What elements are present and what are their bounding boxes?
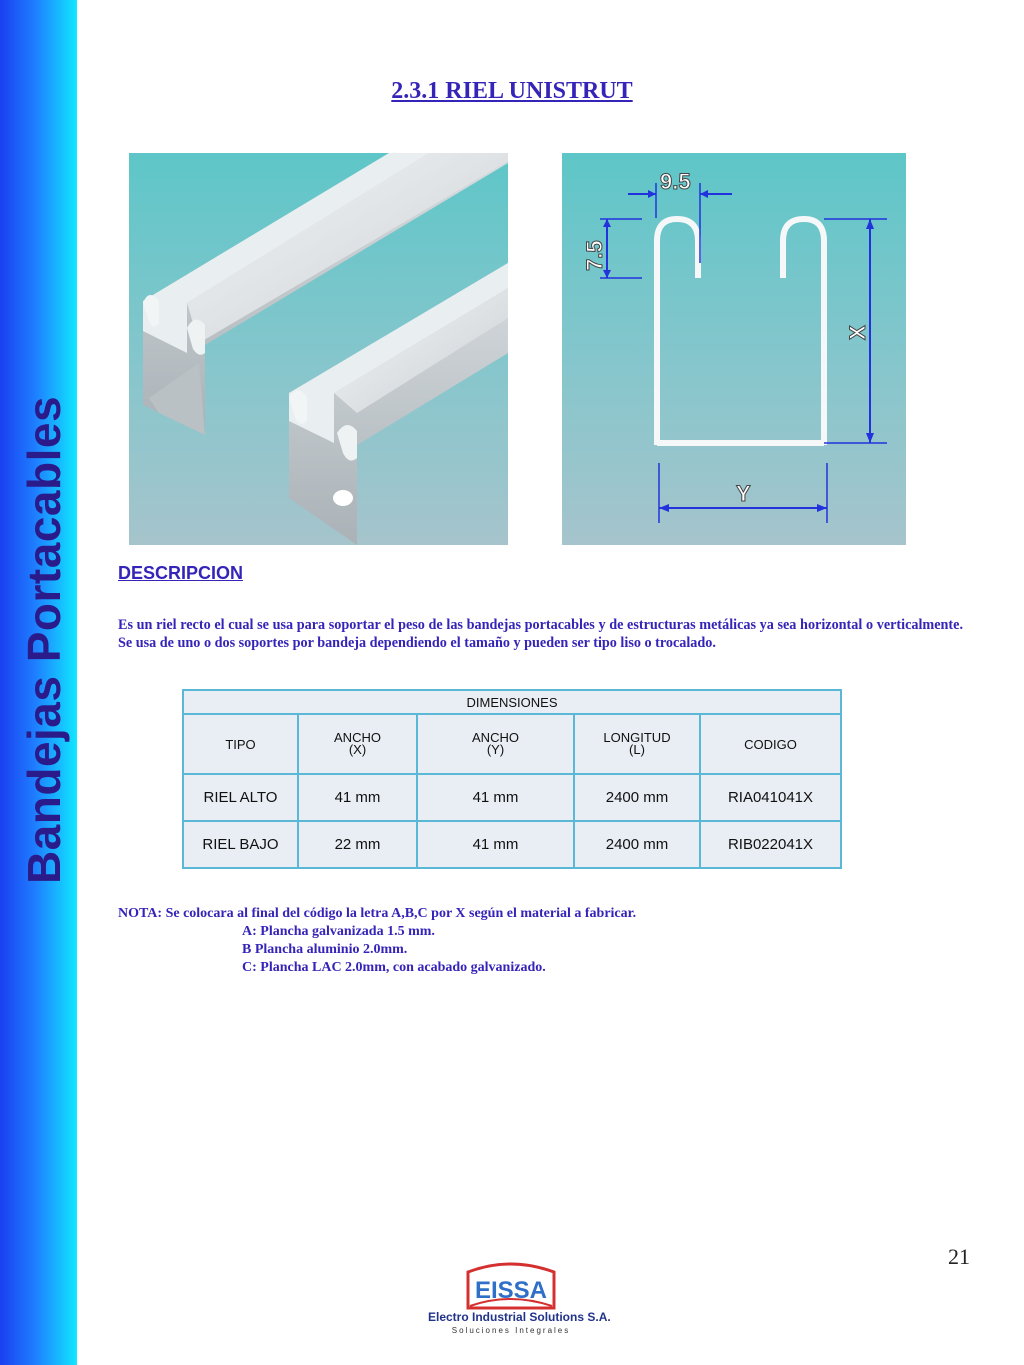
table-row [183,774,841,821]
sidebar-banner [0,0,77,1365]
description-paragraph: Es un riel recto el cual se usa para soportar el peso de las bandejas portacables y de estructuras metálicas ya sea horizontal o verticalmente. Se usa de uno o dos soportes por bandeja dependiendo el tamaño y pueden ser tipo liso o trocalado. [118,617,963,651]
sidebar-title: Bandejas Portacables [18,395,70,885]
dimensions-table [182,689,842,869]
cell-codigo: RIA041041X [700,774,841,821]
cell-ancho-y: 41 mm [417,821,574,868]
table-group-header: DIMENSIONES [183,690,841,714]
section-heading: DESCRIPCION [118,563,244,583]
page-title-text: 2.3.1 RIEL UNISTRUT [391,78,633,104]
cell-longitud: 2400 mm [574,774,700,821]
dimension-7-5-label: 7.5 [582,240,607,271]
cell-tipo: RIEL BAJO [183,821,298,868]
column-header-longitud-line2: (L) [629,741,645,757]
table-group-header-row [183,690,841,714]
cell-codigo: RIB022041X [700,821,841,868]
column-header-longitud [574,714,700,774]
cell-ancho-x: 41 mm [298,774,417,821]
column-header-ancho-x-line2: (X) [348,741,367,757]
table-row [183,821,841,868]
cell-longitud: 2400 mm [574,821,700,868]
dimension-y-label: Y [736,481,751,506]
rail-3d-illustration [129,153,508,545]
logo-company-name: Electro Industrial Solutions S.A. [428,1310,611,1324]
material-note [118,905,636,977]
column-header-codigo: CODIGO [700,714,841,774]
table-header-row [183,714,841,774]
cell-tipo: RIEL ALTO [183,774,298,821]
column-header-longitud-line1: LONGITUD [603,729,671,745]
rail-3d-graphic [129,153,508,545]
page-title [0,78,1024,105]
logo-brand-text: EISSA [474,1277,548,1304]
note-line-3: B Plancha aluminio 2.0mm. [242,942,408,957]
column-header-ancho-x [298,714,417,774]
column-header-ancho-x-line1: ANCHO [334,729,381,745]
column-header-tipo: TIPO [183,714,298,774]
page-number: 21 [948,1244,970,1269]
cell-ancho-x: 22 mm [298,821,417,868]
logo-tagline: Soluciones Integrales [451,1326,571,1335]
note-line-4: C: Plancha LAC 2.0mm, con acabado galvanizado. [242,960,546,975]
rail-profile-diagram [562,153,906,545]
dimension-9-5-label: 9.5 [660,169,691,194]
dimension-x-label: X [845,325,870,340]
cell-ancho-y: 41 mm [417,774,574,821]
column-header-ancho-y-line2: (Y) [486,741,505,757]
column-header-ancho-y [417,714,574,774]
note-line-2: A: Plancha galvanizada 1.5 mm. [242,924,435,939]
column-header-ancho-y-line1: ANCHO [472,729,519,745]
note-line-1: NOTA: Se colocara al final del código la letra A,B,C por X según el material a fabricar. [118,906,637,921]
rail-profile-graphic [562,153,906,545]
